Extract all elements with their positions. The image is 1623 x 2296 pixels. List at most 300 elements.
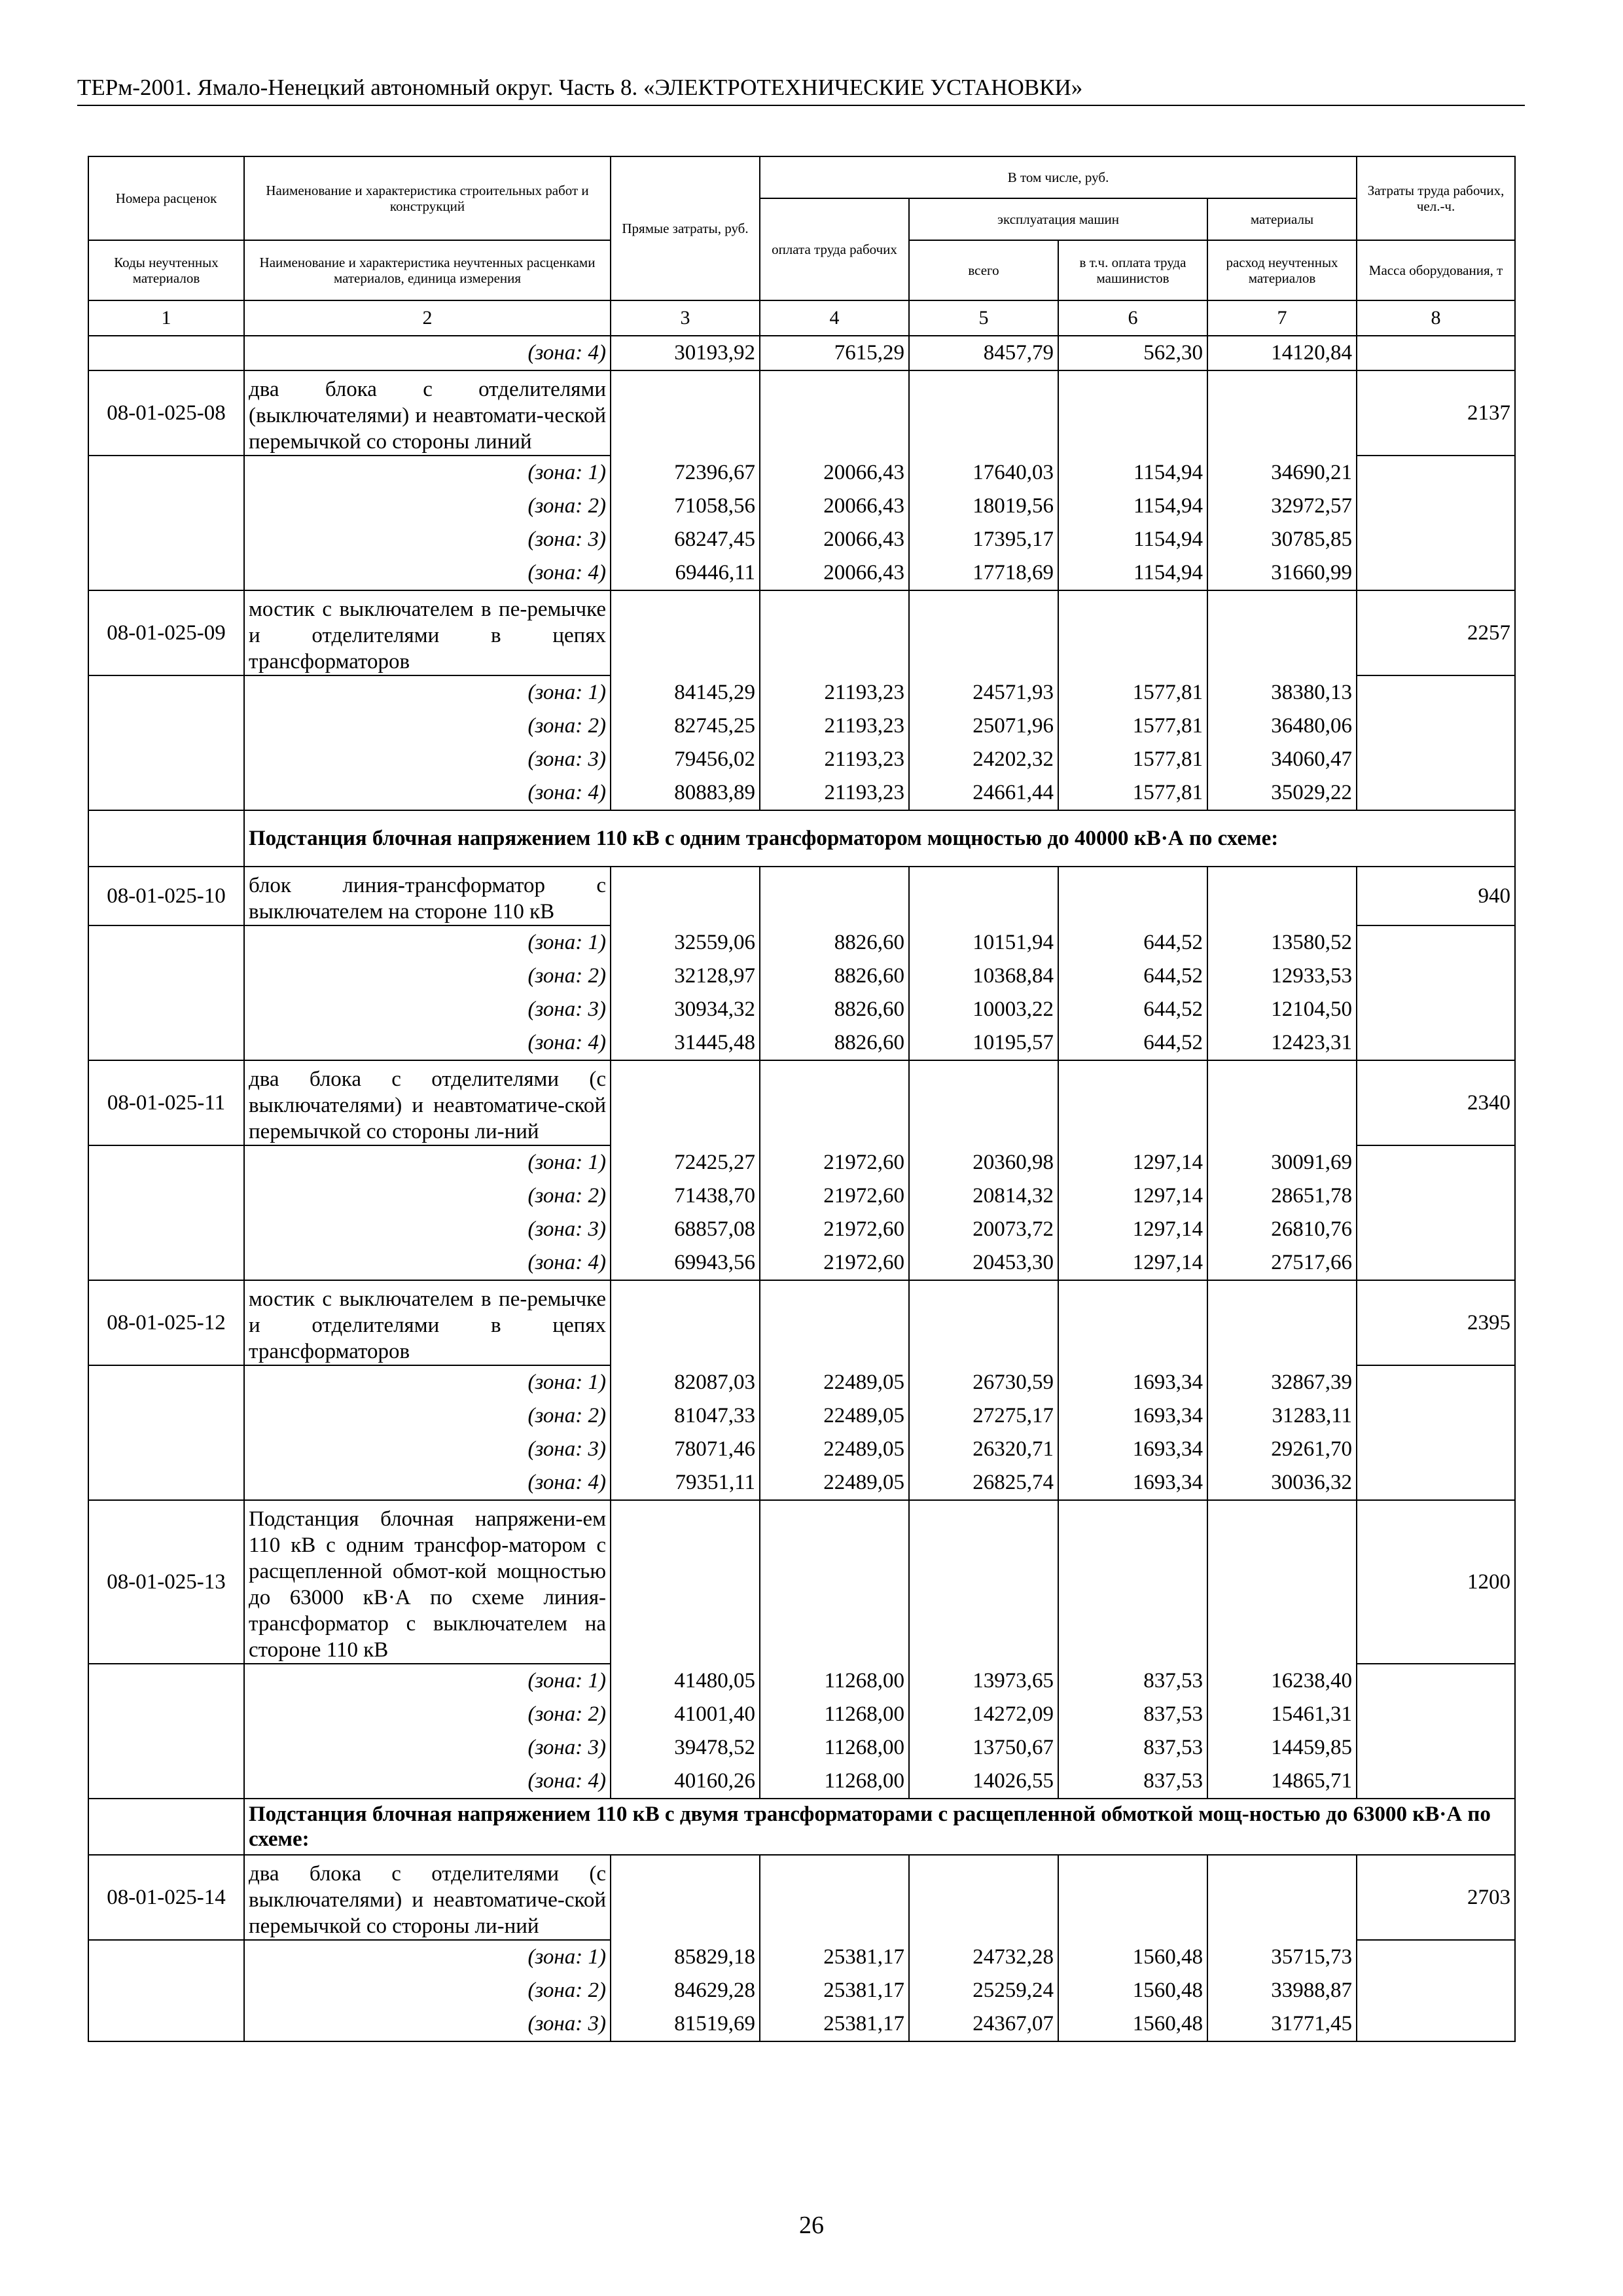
- zone-row: [88, 1026, 1515, 1060]
- empty-cell: [1207, 1500, 1357, 1664]
- direct-cost-value: 31445,48: [611, 1026, 760, 1060]
- direct-cost-value: 82745,25: [611, 709, 760, 743]
- zone-row: [88, 1145, 1515, 1179]
- empty-cell: [909, 1060, 1058, 1145]
- materials-value: 29261,70: [1207, 1433, 1357, 1466]
- zone-row: [88, 1466, 1515, 1500]
- empty-cell: [909, 1500, 1058, 1664]
- page-number: 26: [799, 2212, 824, 2239]
- empty-cell: [1207, 867, 1357, 925]
- direct-cost-value: 72425,27: [611, 1145, 760, 1179]
- wages-value: 20066,43: [760, 523, 909, 556]
- col-equipment-mass: Масса оборудования, т: [1357, 240, 1515, 300]
- machines-total-value: 10195,57: [909, 1026, 1058, 1060]
- direct-cost-value: 79456,02: [611, 743, 760, 776]
- empty-cell: [1357, 1246, 1515, 1280]
- direct-cost-value: 78071,46: [611, 1433, 760, 1466]
- wages-value: 21193,23: [760, 675, 909, 709]
- machines-total-value: 26320,71: [909, 1433, 1058, 1466]
- materials-value: 31283,11: [1207, 1399, 1357, 1433]
- direct-cost-value: 84145,29: [611, 675, 760, 709]
- empty-cell: [760, 1500, 909, 1664]
- empty-cell: [1357, 336, 1515, 370]
- wages-value: 21193,23: [760, 743, 909, 776]
- empty-cell: [1357, 1026, 1515, 1060]
- materials-value: 35029,22: [1207, 776, 1357, 810]
- wages-value: 7615,29: [760, 336, 909, 370]
- machines-total-value: 17718,69: [909, 556, 1058, 590]
- zone-row: [88, 490, 1515, 523]
- column-number: 8: [1357, 300, 1515, 336]
- machinist-wages-value: 1154,94: [1058, 556, 1207, 590]
- zone-label: (зона: 1): [244, 1365, 611, 1399]
- zone-row: [88, 1179, 1515, 1213]
- section-title: Подстанция блочная напряжением 110 кВ с одним трансформатором мощностью до 40000 кВ·А по схеме:: [244, 810, 1515, 867]
- empty-cell: [611, 1500, 760, 1664]
- machinist-wages-value: 644,52: [1058, 993, 1207, 1026]
- empty-cell: [611, 1280, 760, 1365]
- zone-label: (зона: 1): [244, 925, 611, 960]
- zone-label: (зона: 2): [244, 1698, 611, 1731]
- empty-cell: [88, 556, 244, 590]
- column-numbers-row: [88, 300, 1515, 336]
- materials-value: 30036,32: [1207, 1466, 1357, 1500]
- col-codes: Коды неучтенных материалов: [88, 240, 244, 300]
- materials-value: 31660,99: [1207, 556, 1357, 590]
- carry-over-row: [88, 336, 1515, 370]
- empty-cell: [1357, 1179, 1515, 1213]
- machinist-wages-value: 1577,81: [1058, 776, 1207, 810]
- empty-cell: [88, 1145, 244, 1179]
- direct-cost-value: 41480,05: [611, 1664, 760, 1698]
- empty-cell: [760, 590, 909, 675]
- empty-cell: [88, 925, 244, 960]
- zone-row: [88, 1765, 1515, 1799]
- materials-value: 34060,47: [1207, 743, 1357, 776]
- work-description: Подстанция блочная напряжени-ем 110 кВ с одним трансфор-матором с расщепленной обмот-кой мощностью до 63000 кВ·А по схеме линия-трансформатор с выключателем на стороне 110 кВ: [244, 1500, 611, 1664]
- machines-total-value: 26730,59: [909, 1365, 1058, 1399]
- empty-cell: [88, 2007, 244, 2041]
- empty-cell: [88, 1664, 244, 1698]
- zone-label: (зона: 4): [244, 1246, 611, 1280]
- zone-label: (зона: 3): [244, 743, 611, 776]
- work-description: два блока с отделителями (с выключателями) и неавтоматиче-ской перемычкой со стороны ли-ний: [244, 1060, 611, 1145]
- empty-cell: [1357, 490, 1515, 523]
- zone-row: [88, 2007, 1515, 2041]
- direct-cost-value: 72396,67: [611, 456, 760, 490]
- zone-row: [88, 925, 1515, 960]
- col-total: всего: [909, 240, 1058, 300]
- col-direct-costs: Прямые затраты, руб.: [611, 156, 760, 300]
- empty-cell: [1357, 1731, 1515, 1765]
- machines-total-value: 20073,72: [909, 1213, 1058, 1246]
- empty-cell: [1357, 1940, 1515, 1974]
- zone-label: (зона: 4): [244, 776, 611, 810]
- empty-cell: [760, 1280, 909, 1365]
- machinist-wages-value: 562,30: [1058, 336, 1207, 370]
- zone-row: [88, 709, 1515, 743]
- rate-item-row: [88, 1500, 1515, 1664]
- zone-label: (зона: 3): [244, 1433, 611, 1466]
- col-labor: Затраты труда рабочих, чел.-ч.: [1357, 156, 1515, 240]
- direct-cost-value: 32559,06: [611, 925, 760, 960]
- zone-row: [88, 1399, 1515, 1433]
- machines-total-value: 24202,32: [909, 743, 1058, 776]
- machines-total-value: 25071,96: [909, 709, 1058, 743]
- empty-cell: [1058, 1280, 1207, 1365]
- empty-cell: [88, 993, 244, 1026]
- materials-value: 38380,13: [1207, 675, 1357, 709]
- col-unaccounted-materials: расход неучтенных материалов: [1207, 240, 1357, 300]
- empty-cell: [909, 590, 1058, 675]
- materials-value: 32972,57: [1207, 490, 1357, 523]
- empty-cell: [1357, 1698, 1515, 1731]
- direct-cost-value: 81519,69: [611, 2007, 760, 2041]
- empty-cell: [909, 1280, 1058, 1365]
- col-machinist-wages: в т.ч. оплата труда машинистов: [1058, 240, 1207, 300]
- machines-total-value: 24732,28: [909, 1940, 1058, 1974]
- empty-cell: [88, 1433, 244, 1466]
- empty-cell: [1357, 1433, 1515, 1466]
- labor-value: 940: [1357, 867, 1515, 925]
- zone-label: (зона: 2): [244, 490, 611, 523]
- wages-value: 22489,05: [760, 1466, 909, 1500]
- zone-label: (зона: 4): [244, 1466, 611, 1500]
- wages-value: 8826,60: [760, 1026, 909, 1060]
- direct-cost-value: 30193,92: [611, 336, 760, 370]
- wages-value: 11268,00: [760, 1731, 909, 1765]
- wages-value: 8826,60: [760, 993, 909, 1026]
- empty-cell: [1357, 2007, 1515, 2041]
- machinist-wages-value: 837,53: [1058, 1698, 1207, 1731]
- empty-cell: [1058, 370, 1207, 456]
- zone-label: (зона: 1): [244, 1664, 611, 1698]
- materials-value: 12933,53: [1207, 960, 1357, 993]
- empty-cell: [1058, 1500, 1207, 1664]
- empty-cell: [88, 1466, 244, 1500]
- empty-cell: [1357, 1399, 1515, 1433]
- machinist-wages-value: 837,53: [1058, 1765, 1207, 1799]
- machines-total-value: 10151,94: [909, 925, 1058, 960]
- column-number: 4: [760, 300, 909, 336]
- empty-cell: [88, 1765, 244, 1799]
- machines-total-value: 17395,17: [909, 523, 1058, 556]
- machinist-wages-value: 1154,94: [1058, 456, 1207, 490]
- empty-cell: [88, 1365, 244, 1399]
- zone-row: [88, 1246, 1515, 1280]
- machines-total-value: 26825,74: [909, 1466, 1058, 1500]
- wages-value: 22489,05: [760, 1365, 909, 1399]
- empty-cell: [1058, 1855, 1207, 1940]
- empty-cell: [88, 1026, 244, 1060]
- empty-cell: [1357, 1974, 1515, 2007]
- empty-cell: [88, 336, 244, 370]
- direct-cost-value: 68857,08: [611, 1213, 760, 1246]
- materials-value: 33988,87: [1207, 1974, 1357, 2007]
- rate-code: 08-01-025-08: [88, 370, 244, 456]
- empty-cell: [88, 523, 244, 556]
- zone-label: (зона: 3): [244, 1731, 611, 1765]
- empty-cell: [1357, 1466, 1515, 1500]
- zone-label: (зона: 4): [244, 336, 611, 370]
- direct-cost-value: 71058,56: [611, 490, 760, 523]
- empty-cell: [760, 1060, 909, 1145]
- col-including: В том числе, руб.: [760, 156, 1357, 198]
- zone-row: [88, 1940, 1515, 1974]
- zone-label: (зона: 3): [244, 993, 611, 1026]
- empty-cell: [88, 490, 244, 523]
- col-materials: материалы: [1207, 198, 1357, 240]
- machines-total-value: 27275,17: [909, 1399, 1058, 1433]
- materials-value: 30785,85: [1207, 523, 1357, 556]
- machines-total-value: 10003,22: [909, 993, 1058, 1026]
- direct-cost-value: 71438,70: [611, 1179, 760, 1213]
- machines-total-value: 13750,67: [909, 1731, 1058, 1765]
- machinist-wages-value: 1577,81: [1058, 709, 1207, 743]
- machines-total-value: 10368,84: [909, 960, 1058, 993]
- empty-cell: [1357, 776, 1515, 810]
- machinist-wages-value: 1577,81: [1058, 675, 1207, 709]
- empty-cell: [1357, 456, 1515, 490]
- zone-row: [88, 1664, 1515, 1698]
- zone-row: [88, 456, 1515, 490]
- empty-cell: [611, 867, 760, 925]
- empty-cell: [88, 1698, 244, 1731]
- materials-value: 30091,69: [1207, 1145, 1357, 1179]
- wages-value: 20066,43: [760, 490, 909, 523]
- labor-value: 2137: [1357, 370, 1515, 456]
- machinist-wages-value: 1154,94: [1058, 523, 1207, 556]
- machinist-wages-value: 1297,14: [1058, 1246, 1207, 1280]
- column-number: 2: [244, 300, 611, 336]
- zone-label: (зона: 4): [244, 1026, 611, 1060]
- column-number: 6: [1058, 300, 1207, 336]
- zone-label: (зона: 3): [244, 523, 611, 556]
- zone-row: [88, 1731, 1515, 1765]
- wages-value: 8826,60: [760, 960, 909, 993]
- section-title: Подстанция блочная напряжением 110 кВ с двумя трансформаторами с расщепленной обмоткой мощ-ностью до 63000 кВ·А по схеме:: [244, 1799, 1515, 1855]
- empty-cell: [1207, 370, 1357, 456]
- work-description: два блока с отделителями (с выключателями) и неавтоматиче-ской перемычкой со стороны ли-ний: [244, 1855, 611, 1940]
- empty-cell: [1357, 743, 1515, 776]
- empty-cell: [760, 1855, 909, 1940]
- materials-value: 15461,31: [1207, 1698, 1357, 1731]
- zone-label: (зона: 1): [244, 456, 611, 490]
- col-wages: оплата труда рабочих: [760, 198, 909, 300]
- empty-cell: [1207, 1060, 1357, 1145]
- empty-cell: [611, 590, 760, 675]
- machinist-wages-value: 1693,34: [1058, 1365, 1207, 1399]
- materials-value: 35715,73: [1207, 1940, 1357, 1974]
- machines-total-value: 25259,24: [909, 1974, 1058, 2007]
- empty-cell: [1357, 1765, 1515, 1799]
- machines-total-value: 14026,55: [909, 1765, 1058, 1799]
- machinist-wages-value: 644,52: [1058, 960, 1207, 993]
- zone-row: [88, 993, 1515, 1026]
- empty-cell: [88, 810, 244, 867]
- direct-cost-value: 32128,97: [611, 960, 760, 993]
- direct-cost-value: 30934,32: [611, 993, 760, 1026]
- labor-value: 1200: [1357, 1500, 1515, 1664]
- machinist-wages-value: 837,53: [1058, 1664, 1207, 1698]
- wages-value: 25381,17: [760, 1974, 909, 2007]
- wages-value: 25381,17: [760, 1940, 909, 1974]
- empty-cell: [1357, 925, 1515, 960]
- empty-cell: [1058, 1060, 1207, 1145]
- machines-total-value: 20453,30: [909, 1246, 1058, 1280]
- rate-item-row: [88, 590, 1515, 675]
- labor-value: 2703: [1357, 1855, 1515, 1940]
- direct-cost-value: 85829,18: [611, 1940, 760, 1974]
- empty-cell: [611, 370, 760, 456]
- zone-label: (зона: 2): [244, 709, 611, 743]
- empty-cell: [88, 1940, 244, 1974]
- empty-cell: [1357, 1213, 1515, 1246]
- direct-cost-value: 68247,45: [611, 523, 760, 556]
- rate-code: 08-01-025-14: [88, 1855, 244, 1940]
- column-number: 7: [1207, 300, 1357, 336]
- zone-label: (зона: 2): [244, 1179, 611, 1213]
- column-number: 5: [909, 300, 1058, 336]
- machines-total-value: 13973,65: [909, 1664, 1058, 1698]
- empty-cell: [1357, 523, 1515, 556]
- empty-cell: [1207, 590, 1357, 675]
- empty-cell: [1357, 1664, 1515, 1698]
- direct-cost-value: 79351,11: [611, 1466, 760, 1500]
- empty-cell: [88, 1974, 244, 2007]
- empty-cell: [88, 960, 244, 993]
- wages-value: 21972,60: [760, 1179, 909, 1213]
- rate-code: 08-01-025-11: [88, 1060, 244, 1145]
- empty-cell: [88, 743, 244, 776]
- empty-cell: [1357, 556, 1515, 590]
- direct-cost-value: 82087,03: [611, 1365, 760, 1399]
- materials-value: 14459,85: [1207, 1731, 1357, 1765]
- wages-value: 20066,43: [760, 456, 909, 490]
- machinist-wages-value: 1560,48: [1058, 2007, 1207, 2041]
- machinist-wages-value: 1154,94: [1058, 490, 1207, 523]
- empty-cell: [88, 1799, 244, 1855]
- direct-cost-value: 84629,28: [611, 1974, 760, 2007]
- machines-total-value: 8457,79: [909, 336, 1058, 370]
- zone-label: (зона: 4): [244, 556, 611, 590]
- materials-value: 26810,76: [1207, 1213, 1357, 1246]
- labor-value: 2395: [1357, 1280, 1515, 1365]
- wages-value: 11268,00: [760, 1664, 909, 1698]
- empty-cell: [1207, 1855, 1357, 1940]
- empty-cell: [88, 776, 244, 810]
- section-heading-row: [88, 1799, 1515, 1855]
- labor-value: 2340: [1357, 1060, 1515, 1145]
- materials-value: 14865,71: [1207, 1765, 1357, 1799]
- zone-label: (зона: 2): [244, 960, 611, 993]
- empty-cell: [88, 1731, 244, 1765]
- empty-cell: [88, 1246, 244, 1280]
- rate-code: 08-01-025-10: [88, 867, 244, 925]
- zone-row: [88, 556, 1515, 590]
- empty-cell: [909, 867, 1058, 925]
- empty-cell: [1357, 675, 1515, 709]
- empty-cell: [88, 1179, 244, 1213]
- column-number: 1: [88, 300, 244, 336]
- zone-label: (зона: 4): [244, 1765, 611, 1799]
- materials-value: 14120,84: [1207, 336, 1357, 370]
- empty-cell: [1357, 960, 1515, 993]
- zone-label: (зона: 3): [244, 2007, 611, 2041]
- machinist-wages-value: 1693,34: [1058, 1466, 1207, 1500]
- materials-value: 12423,31: [1207, 1026, 1357, 1060]
- rate-item-row: [88, 370, 1515, 456]
- wages-value: 22489,05: [760, 1433, 909, 1466]
- empty-cell: [1357, 993, 1515, 1026]
- machinist-wages-value: 837,53: [1058, 1731, 1207, 1765]
- col-name-materials: Наименование и характеристика неучтенных расценками материалов, единица измерения: [244, 240, 611, 300]
- direct-cost-value: 41001,40: [611, 1698, 760, 1731]
- col-machines: эксплуатация машин: [909, 198, 1207, 240]
- machinist-wages-value: 1577,81: [1058, 743, 1207, 776]
- machines-total-value: 18019,56: [909, 490, 1058, 523]
- materials-value: 32867,39: [1207, 1365, 1357, 1399]
- section-heading-row: [88, 810, 1515, 867]
- wages-value: 21193,23: [760, 709, 909, 743]
- empty-cell: [760, 867, 909, 925]
- direct-cost-value: 81047,33: [611, 1399, 760, 1433]
- empty-cell: [88, 1213, 244, 1246]
- machinist-wages-value: 644,52: [1058, 925, 1207, 960]
- empty-cell: [88, 456, 244, 490]
- zone-label: (зона: 2): [244, 1399, 611, 1433]
- rate-code: 08-01-025-12: [88, 1280, 244, 1365]
- machines-total-value: 20360,98: [909, 1145, 1058, 1179]
- direct-cost-value: 40160,26: [611, 1765, 760, 1799]
- direct-cost-value: 69446,11: [611, 556, 760, 590]
- wages-value: 8826,60: [760, 925, 909, 960]
- machines-total-value: 24661,44: [909, 776, 1058, 810]
- col-rate-numbers: Номера расценок: [88, 156, 244, 240]
- zone-label: (зона: 1): [244, 675, 611, 709]
- machinist-wages-value: 1693,34: [1058, 1433, 1207, 1466]
- direct-cost-value: 69943,56: [611, 1246, 760, 1280]
- empty-cell: [1357, 1145, 1515, 1179]
- zone-row: [88, 675, 1515, 709]
- materials-value: 36480,06: [1207, 709, 1357, 743]
- empty-cell: [1357, 1365, 1515, 1399]
- empty-cell: [909, 1855, 1058, 1940]
- labor-value: 2257: [1357, 590, 1515, 675]
- page-header: ТЕРм-2001. Ямало-Ненецкий автономный округ. Часть 8. «ЭЛЕКТРОТЕХНИЧЕСКИЕ УСТАНОВКИ»: [77, 73, 1525, 106]
- empty-cell: [611, 1060, 760, 1145]
- wages-value: 21972,60: [760, 1145, 909, 1179]
- work-description: два блока с отделителями (выключателями) и неавтомати-ческой перемычкой со стороны линий: [244, 370, 611, 456]
- machinist-wages-value: 1560,48: [1058, 1974, 1207, 2007]
- wages-value: 25381,17: [760, 2007, 909, 2041]
- machinist-wages-value: 1297,14: [1058, 1213, 1207, 1246]
- rate-item-row: [88, 1280, 1515, 1365]
- machinist-wages-value: 1297,14: [1058, 1145, 1207, 1179]
- zone-row: [88, 523, 1515, 556]
- empty-cell: [88, 675, 244, 709]
- zone-row: [88, 1365, 1515, 1399]
- zone-row: [88, 1698, 1515, 1731]
- machines-total-value: 24367,07: [909, 2007, 1058, 2041]
- empty-cell: [1058, 590, 1207, 675]
- zone-row: [88, 743, 1515, 776]
- empty-cell: [611, 1855, 760, 1940]
- rates-table: [88, 156, 1516, 2042]
- wages-value: 21193,23: [760, 776, 909, 810]
- machines-total-value: 14272,09: [909, 1698, 1058, 1731]
- direct-cost-value: 80883,89: [611, 776, 760, 810]
